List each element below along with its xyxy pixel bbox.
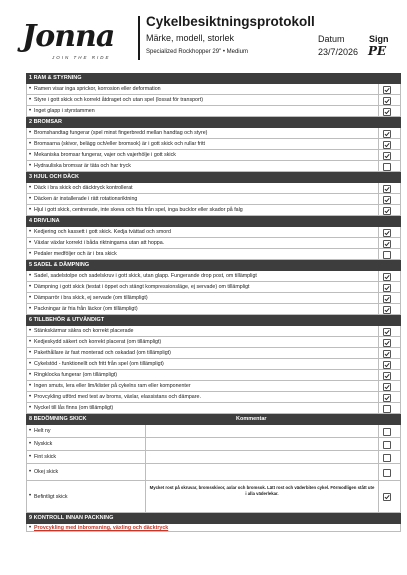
header (0, 0, 407, 68)
bullet: • (29, 163, 32, 169)
check-icon (384, 362, 390, 368)
bullet: • (29, 525, 32, 531)
checkbox[interactable] (383, 196, 391, 204)
checkbox[interactable] (383, 493, 391, 501)
check-icon (384, 208, 390, 214)
assessment-row (26, 425, 401, 438)
section-header: 1 RAM & STYRNING (26, 73, 401, 84)
checklist-item-label: Bromsarna (skivor, belägg och/eller bromsok) är i gott skick och rullar fritt (34, 141, 206, 147)
check-icon (384, 230, 390, 236)
checklist-row (26, 106, 401, 117)
checklist-item-label: Styre i gott skick och korrekt åtdraget och utan spel (lossat för transport) (34, 97, 203, 103)
checklist-item-label: Provcykling med inbromsning, växling och däcktryck (34, 525, 169, 531)
checklist-row (26, 183, 401, 194)
column-divider (145, 451, 146, 463)
comment-text[interactable]: Mycket rost på skruvar, bromsskivor, axlar och bromsok. Lätt rost och väderbiten cykel. Förmodligen stått ute i alla väderlekar. (149, 485, 375, 496)
column-divider (378, 403, 379, 413)
column-divider (378, 370, 379, 380)
section-header (26, 414, 401, 425)
section-header: 9 KONTROLL INNAN PACKNING (26, 513, 401, 524)
checklist-row (26, 392, 401, 403)
page-title: Cykelbesiktningsprotokoll (146, 14, 315, 29)
bullet: • (29, 394, 32, 400)
section-header: 4 DRIVLINA (26, 216, 401, 227)
checkbox[interactable] (383, 454, 391, 462)
bullet: • (29, 493, 32, 499)
logo-wordmark: Jonna (22, 19, 115, 54)
checkbox[interactable] (383, 108, 391, 116)
column-divider (378, 161, 379, 171)
column-divider (378, 326, 379, 336)
check-icon (384, 384, 390, 390)
column-divider (145, 438, 146, 450)
column-divider (378, 359, 379, 369)
check-icon (384, 296, 390, 302)
checklist-row (26, 337, 401, 348)
column-divider (378, 194, 379, 204)
checklist-row (26, 227, 401, 238)
bullet: • (29, 196, 32, 202)
check-icon (384, 87, 390, 93)
column-divider (378, 337, 379, 347)
checklist-item-label: Stänkskärmar säkra och korrekt placerade (34, 328, 134, 334)
checklist-item-label: Ingen smuts, lera eller lim/klister på cykelns ram eller komponenter (34, 383, 191, 389)
checklist-table (26, 73, 401, 532)
checkbox[interactable] (383, 306, 391, 314)
assessment-row (26, 451, 401, 464)
checkbox[interactable] (383, 350, 391, 358)
column-divider (378, 481, 379, 512)
check-icon (384, 274, 390, 280)
column-divider (145, 481, 146, 512)
column-divider (378, 451, 379, 463)
section-header: 6 TILLBEHÖR & UTVÄNDIGT (26, 315, 401, 326)
column-divider (378, 304, 379, 314)
check-icon (384, 307, 390, 313)
bullet: • (29, 108, 32, 114)
column-divider (378, 425, 379, 437)
check-icon (384, 131, 390, 137)
checklist-row (26, 205, 401, 216)
bullet: • (29, 86, 32, 92)
checklist-item-label: Pedaler medföljer och är i bra skick (34, 251, 117, 257)
checkbox[interactable] (383, 86, 391, 94)
column-divider (378, 293, 379, 303)
checkbox[interactable] (383, 97, 391, 105)
checklist-item-label: Cykelstöd - funktionellt och fritt från spel (om tillämpligt) (34, 361, 164, 367)
column-divider (378, 392, 379, 402)
checklist-row (26, 139, 401, 150)
checklist-row (26, 359, 401, 370)
checklist-item-label: Provcykling utförd med test av broms, växlar, elassistans och dämpare. (34, 394, 201, 400)
bullet: • (29, 185, 32, 191)
assessment-row (26, 464, 401, 481)
checkbox[interactable] (383, 273, 391, 281)
checklist-item-label: Däcken är installerade i rätt rotationsriktning (34, 196, 138, 202)
checkbox[interactable] (383, 240, 391, 248)
checklist-item-label: Ringklocka fungerar (om tillämpligt) (34, 372, 118, 378)
assessment-label: Okej skick (34, 469, 59, 475)
check-icon (384, 197, 390, 203)
checkbox[interactable] (383, 428, 391, 436)
checklist-row (26, 161, 401, 172)
brand-logo (22, 19, 134, 62)
bullet: • (29, 361, 32, 367)
bike-model: Specialized Rockhopper 29" • Medium (146, 49, 248, 55)
column-divider (378, 106, 379, 116)
column-divider (378, 348, 379, 358)
column-divider (378, 249, 379, 259)
column-divider (378, 95, 379, 105)
bullet: • (29, 295, 32, 301)
assessment-row (26, 481, 401, 513)
assessment-label: Nyskick (34, 441, 53, 447)
bullet: • (29, 240, 32, 246)
checkbox[interactable] (383, 394, 391, 402)
checkbox[interactable] (383, 441, 391, 449)
section-header: 3 HJUL OCH DÄCK (26, 172, 401, 183)
check-icon (384, 142, 390, 148)
checklist-row (26, 304, 401, 315)
checklist-row (26, 282, 401, 293)
checkbox[interactable] (383, 328, 391, 336)
bullet: • (29, 383, 32, 389)
check-icon (384, 340, 390, 346)
checklist-item-label: Hydrauliska bromsar är täta och har tryck (34, 163, 131, 169)
bullet: • (29, 350, 32, 356)
checklist-row (26, 348, 401, 359)
check-icon (384, 494, 390, 500)
checklist-item-label: Kedjeskydd säkert och korrekt placerat (om tillämpligt) (34, 339, 162, 345)
bullet: • (29, 97, 32, 103)
checkbox[interactable] (383, 163, 391, 171)
check-icon (384, 351, 390, 357)
checkbox[interactable] (383, 251, 391, 259)
checklist-item-label: Kedjering och kassett i gott skick. Kedja tvättad och smord (34, 229, 171, 235)
check-icon (384, 153, 390, 159)
bullet: • (29, 427, 32, 434)
column-divider (378, 128, 379, 138)
assessment-label: Helt ny (34, 428, 51, 434)
checkbox[interactable] (383, 361, 391, 369)
checkbox[interactable] (383, 185, 391, 193)
column-divider (378, 227, 379, 237)
check-icon (384, 109, 390, 115)
column-divider (378, 282, 379, 292)
bullet: • (29, 339, 32, 345)
column-divider (378, 183, 379, 193)
check-icon (384, 395, 390, 401)
sign-label: Sign (369, 34, 389, 44)
column-divider (378, 238, 379, 248)
assessment-label: Befintligt skick (34, 493, 68, 500)
checklist-row (26, 128, 401, 139)
section-header: 2 BROMSAR (26, 117, 401, 128)
checkbox[interactable] (383, 469, 391, 477)
checklist-row (26, 403, 401, 414)
bullet: • (29, 141, 32, 147)
bullet: • (29, 152, 32, 158)
checklist-item-label: Ramen visar inga sprickor, korrosion eller deformation (34, 86, 161, 92)
date-label: Datum (318, 34, 345, 44)
section-header: 5 SADEL & DÄMPNING (26, 260, 401, 271)
check-icon (384, 241, 390, 247)
bullet: • (29, 440, 32, 447)
bullet: • (29, 405, 32, 411)
checkbox[interactable] (383, 130, 391, 138)
bullet: • (29, 229, 32, 235)
column-divider (378, 464, 379, 480)
check-icon (384, 373, 390, 379)
checkbox[interactable] (383, 141, 391, 149)
checklist-row (26, 249, 401, 260)
checkbox[interactable] (383, 229, 391, 237)
check-icon (384, 329, 390, 335)
checklist-item-label: Mekaniska bromsar fungerar, vajer och vajerhölje i gott skick (34, 152, 176, 158)
column-divider (378, 205, 379, 215)
page-subtitle: Märke, modell, storlek (146, 33, 235, 43)
checklist-item-label: Packningar är fria från läckor (om tillämpligt) (34, 306, 138, 312)
column-divider (145, 464, 146, 480)
column-divider (378, 139, 379, 149)
checklist-item-label: Pakethållare är fast monterad och oskadad (om tillämpligt) (34, 350, 171, 356)
checkbox[interactable] (383, 383, 391, 391)
comment-header: Kommentar (236, 416, 267, 422)
checkbox[interactable] (383, 284, 391, 292)
checkbox[interactable] (383, 372, 391, 380)
checklist-item-label: Dämpning i gott skick (testat i öppet och stängt kompressionsläge, ej servade) om tillämpligt (34, 284, 250, 290)
column-divider (378, 150, 379, 160)
checklist-row (26, 326, 401, 337)
checkbox[interactable] (383, 339, 391, 347)
bullet: • (29, 207, 32, 213)
checklist-row (26, 150, 401, 161)
logo-tagline: JOIN THE RIDE (52, 55, 111, 60)
checklist-row (26, 370, 401, 381)
column-divider (145, 425, 146, 437)
checklist-item-label: Nyckel till lås finns (om tillämpligt) (34, 405, 114, 411)
bullet: • (29, 273, 32, 279)
bullet: • (29, 453, 32, 460)
checklist-row (26, 238, 401, 249)
checklist-item-label: Hjul i gott skick, centrerade, inte skeva och fria från spel, inga bucklor eller skador på falg (34, 207, 243, 213)
bullet: • (29, 284, 32, 290)
checklist-item-label: Bromshandtag fungerar (spel minst fingerbredd mellan handtag och styre) (34, 130, 208, 136)
checklist-item-label: Dämparrör i bra skick, ej servade (om tillämpligt) (34, 295, 148, 301)
bullet: • (29, 372, 32, 378)
checklist-row (26, 381, 401, 392)
checkbox[interactable] (383, 295, 391, 303)
checklist-row (26, 84, 401, 95)
checklist-item-label: Däck i bra skick och däcktryck kontrollerat (34, 185, 133, 191)
assessment-label: Fint skick (34, 454, 57, 460)
checklist-row (26, 95, 401, 106)
signature: PE (368, 44, 387, 58)
column-divider (378, 271, 379, 281)
checklist-row (26, 194, 401, 205)
column-divider (378, 381, 379, 391)
bullet: • (29, 130, 32, 136)
bullet: • (29, 306, 32, 312)
bullet: • (29, 468, 32, 475)
checklist-item-label: Inget glapp i styrstammen (34, 108, 95, 114)
checklist-row (26, 293, 401, 304)
bullet: • (29, 328, 32, 334)
checkbox[interactable] (383, 152, 391, 160)
check-icon (384, 285, 390, 291)
date-value: 23/7/2026 (318, 47, 359, 57)
column-divider (378, 84, 379, 94)
assessment-row (26, 438, 401, 451)
checklist-item-label: Sadel, sadelstolpe och sadelskruv i gott skick, utan glapp. Fungerande drop post, om tillämpligt (34, 273, 257, 279)
checkbox[interactable] (383, 207, 391, 215)
header-divider (138, 16, 140, 60)
check-icon (384, 98, 390, 104)
column-divider (378, 438, 379, 450)
checklist-row (26, 271, 401, 282)
checklist-row (26, 524, 401, 532)
checkbox[interactable] (383, 405, 391, 413)
bullet: • (29, 251, 32, 257)
section-title: 8 BEDÖMNING SKICK (29, 416, 87, 422)
check-icon (384, 186, 390, 192)
checklist-item-label: Växlar växlar korrekt i båda riktningarna utan att hoppa. (34, 240, 165, 246)
